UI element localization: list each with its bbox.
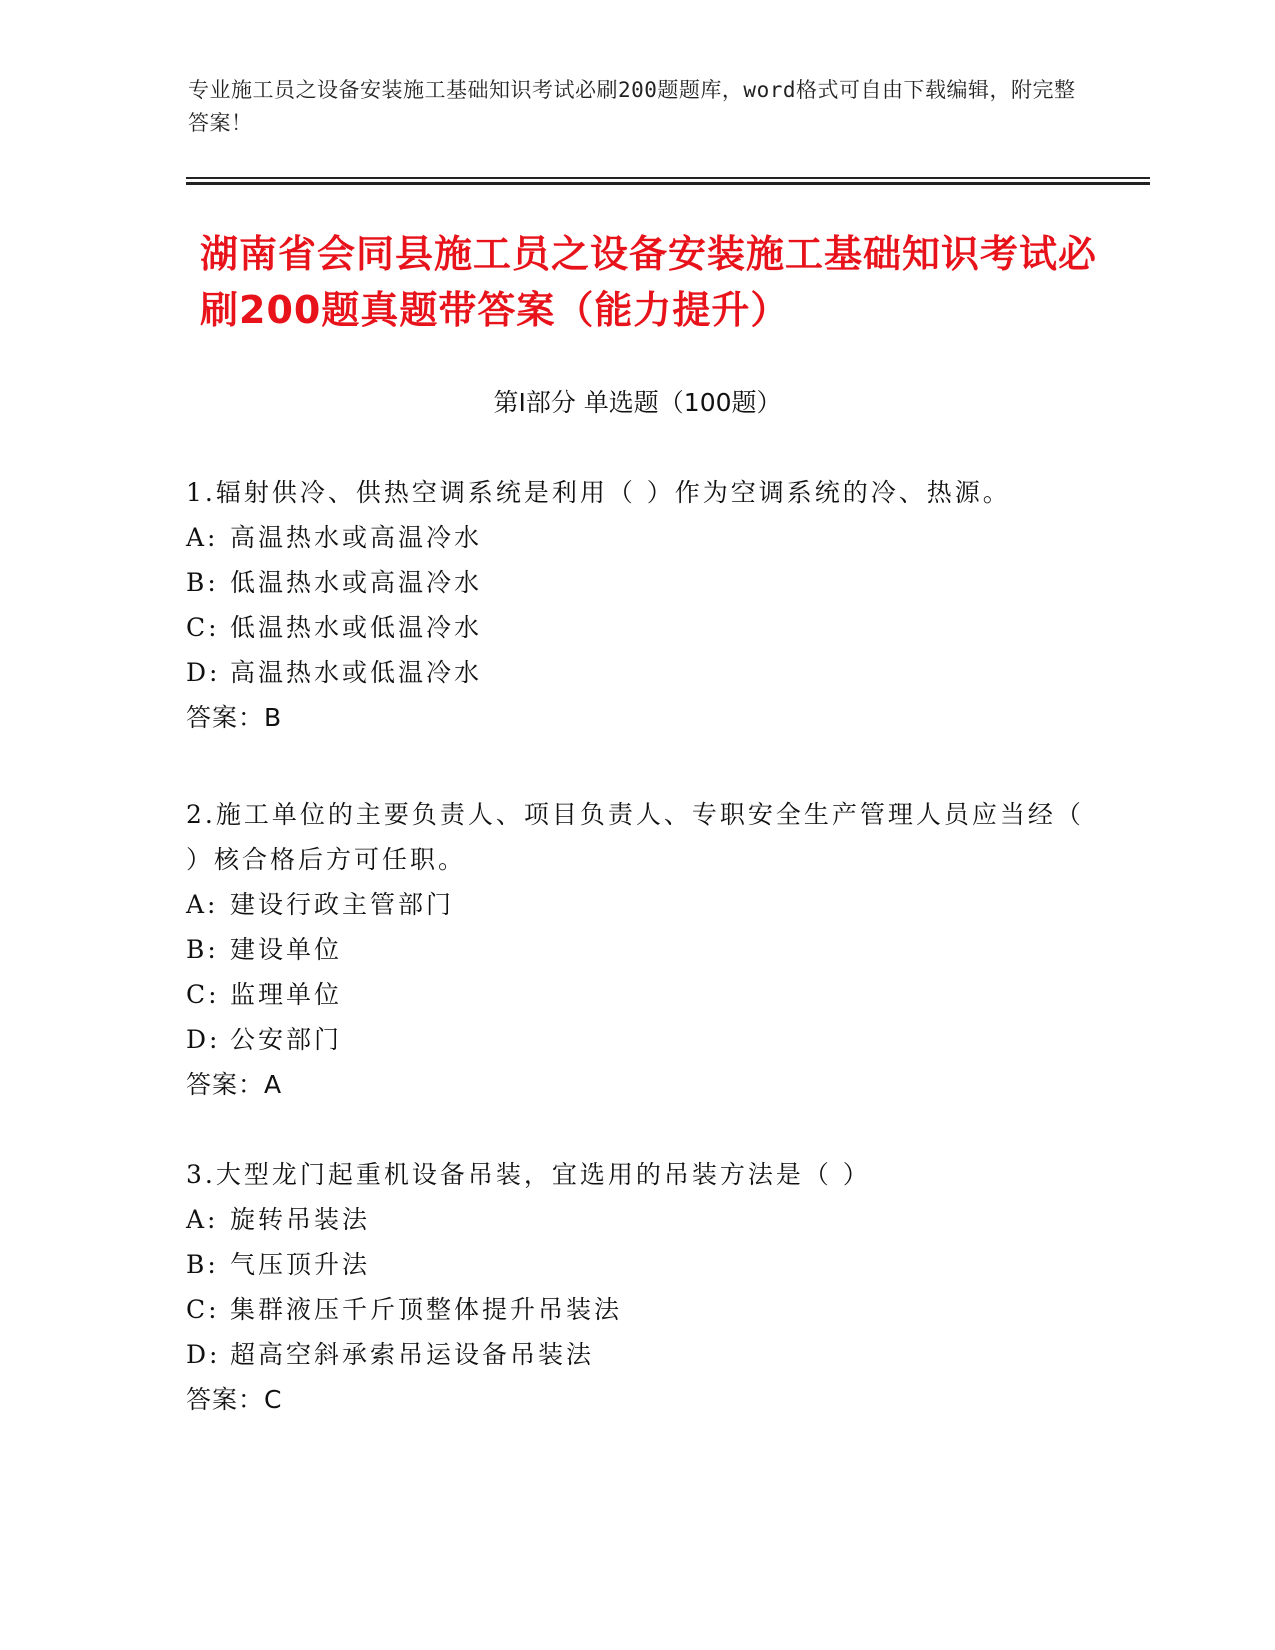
option-b — [186, 1242, 1086, 1287]
section-heading: 第I部分 单选题（100题） — [493, 388, 782, 417]
option-d — [186, 1017, 1086, 1062]
question-3 — [186, 1152, 1086, 1422]
option-text: 建设行政主管部门 — [230, 890, 455, 919]
option-text: 高温热水或低温冷水 — [230, 658, 483, 687]
header-divider-thin — [186, 177, 1150, 179]
option-b — [186, 927, 1086, 972]
option-d — [186, 1332, 1086, 1377]
option-b — [186, 560, 1086, 605]
option-key: C: — [186, 1295, 220, 1324]
option-text: 监理单位 — [230, 980, 343, 1009]
option-text: 低温热水或低温冷水 — [230, 613, 483, 642]
option-key: C: — [186, 980, 220, 1009]
option-c — [186, 972, 1086, 1017]
option-key: A: — [186, 1205, 219, 1234]
question-1 — [186, 470, 1086, 740]
question-stem: 3.大型龙门起重机设备吊装，宜选用的吊装方法是（ ） — [186, 1160, 871, 1189]
option-text: 集群液压千斤顶整体提升吊装法 — [230, 1295, 623, 1324]
option-text: 建设单位 — [230, 935, 343, 964]
option-key: D: — [186, 1025, 221, 1054]
option-text: 超高空斜承索吊运设备吊装法 — [230, 1340, 595, 1369]
question-2 — [186, 792, 1086, 1107]
option-key: B: — [186, 1250, 219, 1279]
option-c — [186, 1287, 1086, 1332]
option-key: B: — [186, 568, 219, 597]
option-text: 高温热水或高温冷水 — [230, 523, 483, 552]
option-key: B: — [186, 935, 219, 964]
document-title: 湖南省会同县施工员之设备安装施工基础知识考试必刷200题真题带答案（能力提升） — [200, 232, 1098, 332]
option-key: A: — [186, 523, 219, 552]
option-key: D: — [186, 1340, 221, 1369]
option-c — [186, 605, 1086, 650]
option-text: 公安部门 — [230, 1025, 343, 1054]
answer-line: 答案：B — [186, 703, 283, 732]
option-text: 低温热水或高温冷水 — [230, 568, 483, 597]
option-text: 旋转吊装法 — [230, 1205, 371, 1234]
option-key: A: — [186, 890, 219, 919]
option-a — [186, 1197, 1086, 1242]
header-note: 专业施工员之设备安装施工基础知识考试必刷200题题库，word格式可自由下载编辑，附完整答案！ — [188, 78, 1076, 135]
option-a — [186, 515, 1086, 560]
question-stem: 1.辐射供冷、供热空调系统是利用（ ）作为空调系统的冷、热源。 — [186, 478, 1011, 507]
option-a — [186, 882, 1086, 927]
answer-line: 答案：C — [186, 1385, 283, 1414]
question-stem: 2.施工单位的主要负责人、项目负责人、专职安全生产管理人员应当经（ ）核合格后方可任职。 — [186, 800, 1084, 874]
option-d — [186, 650, 1086, 695]
option-key: C: — [186, 613, 220, 642]
answer-line: 答案：A — [186, 1070, 283, 1099]
option-text: 气压顶升法 — [230, 1250, 371, 1279]
header-divider-thick — [186, 182, 1150, 185]
option-key: D: — [186, 658, 221, 687]
